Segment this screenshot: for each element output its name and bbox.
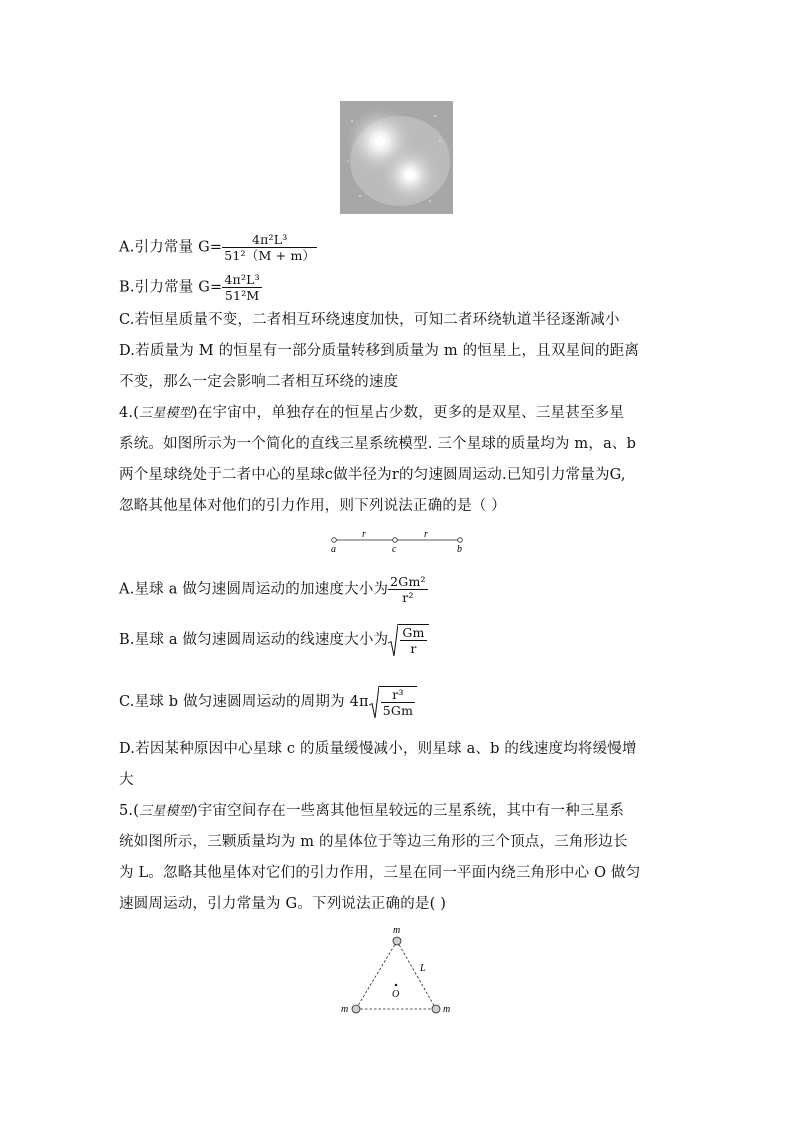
fraction: $\frac{\text{2Gm²}}{\text{r²}}$: [390, 574, 426, 605]
option-3c: C.若恒星质量不变，二者相互环绕速度加快，可知二者环绕轨道半径逐渐减小: [119, 312, 620, 328]
option-4d-line1: D.若因某种原因中心星球 c 的质量缓慢减小，则星球 a、b 的线速度均将缓慢增: [119, 741, 637, 757]
linear-three-star-figure: [325, 529, 470, 555]
question-4-line4: 忽略其他星体对他们的引力作用，则下列说法正确的是（ ）: [119, 498, 507, 514]
option-4d-line2: 大: [119, 772, 134, 788]
label-a: a: [331, 544, 336, 555]
option-3b: B.引力常量 G= $\frac{\text{4π²L³}}{\text{51²M}}$: [119, 272, 260, 303]
label-m-top: m: [393, 925, 401, 936]
option-4c: C.星球 b 做匀速圆周运动的周期为 4π $\frac{\text{r³}}{5Gm}$: [119, 686, 417, 718]
fraction: $\frac{\text{r³}}{5Gm}$: [382, 687, 414, 718]
radical-sign: [369, 686, 379, 718]
label-c: c: [392, 544, 397, 555]
option-3d-line2: 不变，那么一定会影响二者相互环绕的速度: [119, 374, 399, 390]
question-5-line4: 速圆周运动，引力常量为 G。下列说法正确的是( ): [119, 896, 447, 912]
label-m-left: m: [341, 1004, 349, 1015]
label-L: L: [420, 963, 426, 974]
label-m-right: m: [443, 1004, 451, 1015]
option-4a: A.星球 a 做匀速圆周运动的加速度大小为 $\frac{\text{2Gm²}}{\text{r²}}$: [119, 574, 426, 605]
question-5-line3: 为 L。忽略其他星体对它们的引力作用，三星在同一平面内绕三角形中心 O 做匀: [119, 865, 641, 881]
square-root: [388, 624, 428, 656]
fraction: $\frac{\text{4π²L³}}{\text{51²M}}$: [224, 272, 260, 303]
label-O: O: [392, 989, 400, 1000]
binary-star-nebula-image: [340, 101, 453, 214]
fraction: $\frac{Gm}{r}$: [402, 625, 425, 656]
question-5-line2: 统如图所示，三颗质量均为 m 的星体位于等边三角形的三个顶点，三角形边长: [119, 834, 628, 850]
square-root: [369, 686, 417, 718]
label-r-right: r: [424, 529, 428, 540]
radical-sign: [388, 624, 398, 656]
label-r-left: r: [362, 529, 366, 540]
option-3a: A.引力常量 G= $\frac{\text{4π²L³}}{\text{51²（M + m）}}$: [119, 232, 316, 263]
question-4-line2: 系统。如图所示为一个简化的直线三星系统模型. 三个星球的质量均为 m，a、b: [119, 436, 637, 452]
label-b: b: [457, 544, 462, 555]
question-4-line3: 两个星球绕处于二者中心的星球c做半径为r的匀速圆周运动.已知引力常量为G,: [119, 467, 626, 483]
question-4-line1: 4.(三星模型)在宇宙中，单独存在的恒星占少数，更多的是双星、三星甚至多星: [119, 405, 625, 421]
question-5-line1: 5.(三星模型)宇宙空间存在一些离其他恒星较远的三星系统，其中有一种三星系: [119, 803, 625, 819]
option-4b: B.星球 a 做匀速圆周运动的线速度大小为 $\frac{Gm}{r}$: [119, 624, 429, 656]
triangle-three-star-figure: [338, 922, 458, 1018]
option-3d-line1: D.若质量为 M 的恒星有一部分质量转移到质量为 m 的恒星上，且双星间的距离: [119, 343, 640, 359]
fraction: $\frac{\text{4π²L³}}{\text{51²（M + m）}}$: [224, 232, 316, 263]
